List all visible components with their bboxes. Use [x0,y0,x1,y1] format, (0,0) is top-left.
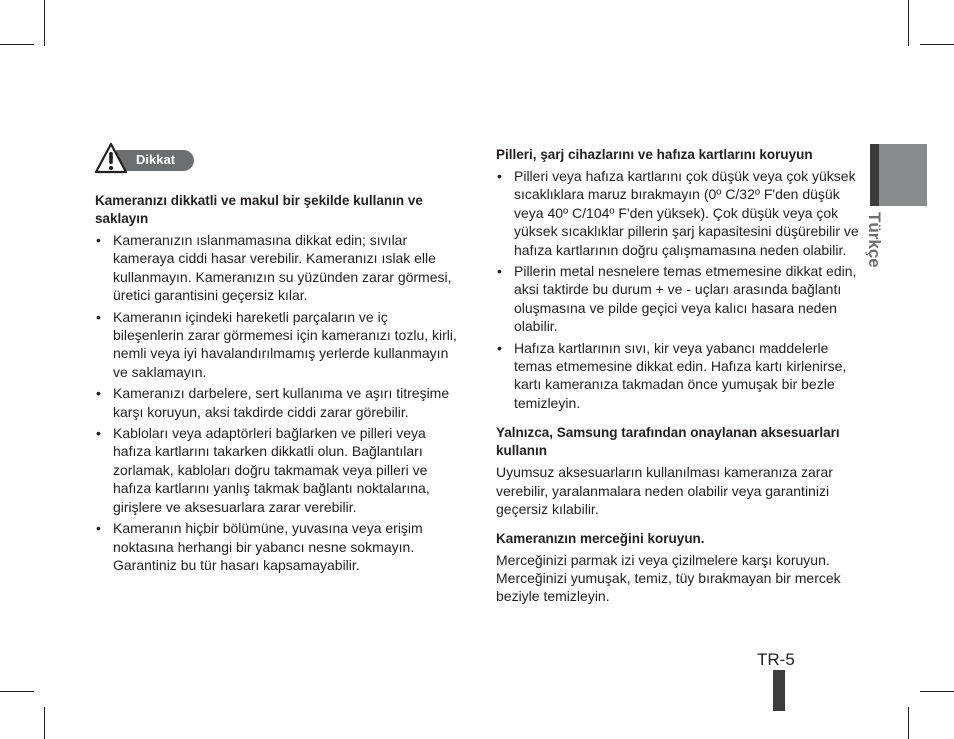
section-heading: Kameranızı dikkatli ve makul bir şekilde kullanın ve saklayın [95,193,423,226]
crop-mark [908,0,909,46]
right-column [496,146,860,617]
language-label: Türkçe [865,212,884,268]
crop-mark [0,44,34,45]
list-item: • Pillerin metal nesnelere temas etmemesine dikkat edin, aksi taktirde bu durum + ve - uçları arasında bağlantı oluşmasına ve pilde geçici veya kalıcı hasara neden olabilir. [496,262,860,336]
warning-triangle-icon [94,142,128,174]
page-marker-bar [773,670,785,711]
crop-mark [908,707,909,739]
crop-mark [0,691,34,692]
list-item: • Kameranızın ıslanmamasına dikkat edin; sıvılar kameraya ciddi hasar verebilir. Kameranızı ıslak elle kullanmayın. Kameranızın su yüzünden zarar görmesi, üretici garantisini geçersiz kılar. [95,231,457,305]
language-tab [870,144,927,206]
crop-mark [920,44,954,45]
list-item: • Kameranızı darbelere, sert kullanıma ve aşırı titreşime karşı koruyun, aksi takdirde ciddi zarar görebilir. [95,384,457,421]
section-heading: Yalnızca, Samsung tarafından onaylanan aksesuarları kullanın [496,425,840,459]
crop-mark [920,691,954,692]
section-heading: Pilleri, şarj cihazlarını ve hafıza kartlarını koruyun [496,147,813,162]
list-item: • Kameranın hiçbir bölümüne, yuvasına veya erişim noktasına herhangi bir yabancı nesne sokmayın. Garantiniz bu tür hasarı kapsamayabilir. [95,519,457,574]
language-tab-stripe [870,144,879,206]
left-column [95,192,457,586]
list-item: • Kameranın içindeki hareketli parçaların ve iç bileşenlerin zarar görmemesi için kameranızı tozlu, kirli, nemli veya iyi havalandırılmamış yerlerde kullanmayın ve saklamayın. [95,308,457,382]
crop-mark [44,707,45,739]
section-heading: Kameranızın merceğini koruyun. [496,530,705,546]
bullet-list [496,167,860,412]
list-item: • Kabloları veya adaptörleri bağlarken ve pilleri veya hafıza kartlarını takarken dikkatli olun. Bağlantıları zorlamak, kabloları doğru takmamak veya pilleri ve hafıza kartlarını yanlış takmak bağlantı noktalarına, girişlere ve aksesuarlara zarar verebilir. [95,424,457,516]
list-item: • Pilleri veya hafıza kartlarını çok düşük veya çok yüksek sıcaklıklara maruz bırakmayın (0º C/32º F'den düşük veya 40º C/104º F'den yüksek). Çok düşük veya çok yüksek sıcaklıklar pillerin şarj kapasitesini düşürebilir ve hafıza kartlarının doğru çalışmamasına neden olabilir. [496,167,860,259]
page-number: TR-5 [757,650,795,669]
paragraph: Uyumsuz aksesuarların kullanılması kameranıza zarar verebilir, yaralanmalara neden olabilir veya garantinizi geçersiz kılabilir. [496,464,833,518]
bullet-list [95,231,457,574]
paragraph: Merceğinizi parmak izi veya çizilmelere karşı koruyun. Merceğinizi yumuşak, temiz, tüy bırakmayan bir mercek beziyle temizleyin. [496,551,841,605]
crop-mark [44,0,45,46]
warning-label: Dikkat [136,152,176,167]
list-item: • Hafıza kartlarının sıvı, kir veya yabancı maddelerle temas etmemesine dikkat edin. Hafıza kartı kirlenirse, kartı kameranıza takmadan önce yumuşak bir bezle temizleyin. [496,339,860,413]
